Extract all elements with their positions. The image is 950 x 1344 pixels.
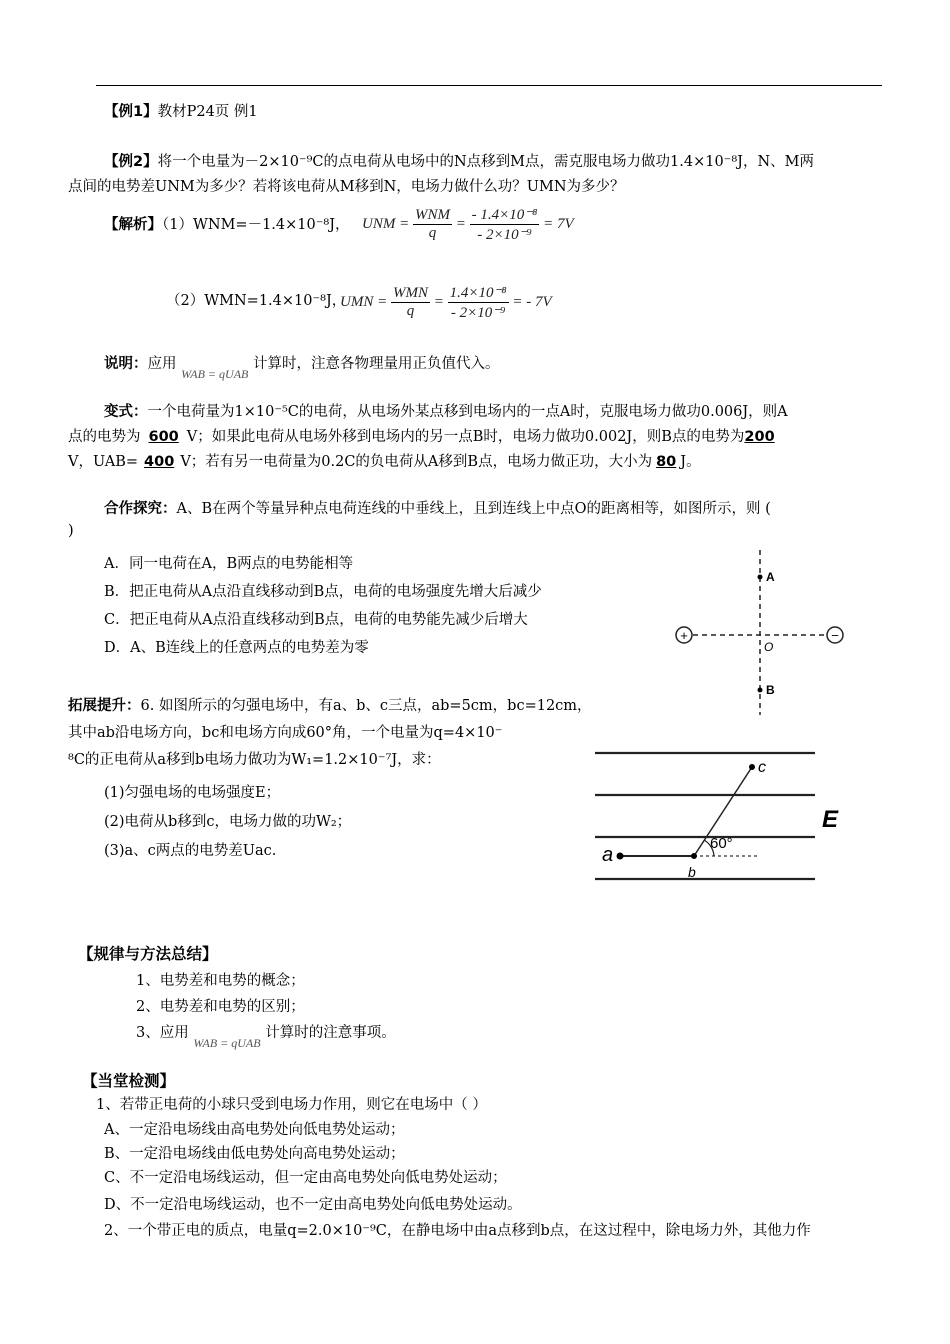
- label-a: A: [766, 570, 775, 584]
- unm-den2: - 2×10⁻⁹: [477, 227, 532, 243]
- minus-sign: −: [831, 628, 839, 643]
- umn-num1: WMN: [392, 285, 428, 301]
- example2-title: 【例2】: [104, 154, 158, 170]
- umn-lhs: UMN =: [340, 293, 388, 310]
- test-title: 【当堂检测】: [82, 1072, 176, 1090]
- summary-title: 【规律与方法总结】: [78, 945, 218, 963]
- extension-title: 拓展提升：: [68, 698, 141, 714]
- example2-line1: [104, 150, 814, 171]
- note-title: 说明：: [104, 356, 148, 372]
- option-b: B．把正电荷从A点沿直线移动到B点，电荷的电场强度先增大后减少: [104, 584, 542, 600]
- test-option-a: A、一定沿电场线由高电势处向低电势处运动；: [104, 1122, 405, 1138]
- note-formula: WAB = qUAB: [181, 367, 249, 381]
- variation-answer4: 80: [656, 454, 677, 470]
- umn-num2: 1.4×10⁻⁸: [449, 285, 507, 301]
- example2-line2: 点间的电势差UNM为多少？若将该电荷从M移到N，电场力做什么功？UMN为多少？: [68, 179, 625, 195]
- solution-part1: [104, 213, 350, 234]
- summary-item-2: 2、电势差和电势的区别；: [136, 999, 305, 1015]
- unm-den1: q: [428, 225, 437, 241]
- variation-title: 变式：: [104, 404, 148, 420]
- unm-eq: =: [455, 215, 466, 232]
- unm-num1: WNM: [414, 207, 450, 223]
- test-option-c: C、不一定沿电场线运动，但一定由高电势处向低电势处运动；: [104, 1170, 507, 1186]
- cooperate-stem: [104, 497, 771, 518]
- unm-result: = 7V: [543, 215, 574, 232]
- extension-line3: ⁸C的正电荷从a移到b电场力做功为W₁=1.2×10⁻⁷J，求：: [68, 752, 441, 768]
- point-b: [758, 688, 763, 693]
- unm-frac1: [413, 207, 452, 242]
- label-a: a: [602, 844, 614, 866]
- note-pre: 应用: [147, 356, 177, 372]
- variation-answer3: 400: [144, 454, 175, 470]
- extension-q3: (3)a、c两点的电势差Uac.: [104, 843, 277, 859]
- point-c: [749, 764, 755, 770]
- unm-frac2: [470, 205, 540, 244]
- umn-frac1: [391, 285, 430, 320]
- umn-frac2: [448, 283, 509, 322]
- extension-q2: (2)电荷从b移到c，电场力做的功W₂；: [104, 814, 352, 830]
- test-q1: 1、若带正电荷的小球只受到电场力作用，则它在电场中（ ）: [96, 1097, 487, 1113]
- note-post: 计算时，注意各物理量用正负值代入。: [252, 356, 500, 372]
- unm-num2: - 1.4×10⁻⁸: [471, 207, 538, 223]
- angle-label: 60°: [710, 835, 733, 852]
- option-d: D．A、B连线上的任意两点的电势差为零: [104, 640, 369, 656]
- test-q2: 2、一个带正电的质点，电量q=2.0×10⁻⁹C，在静电场中由a点移到b点，在这过程中，除电场力外，其他力作: [104, 1223, 811, 1239]
- extension-line1: [68, 694, 592, 715]
- solution-part2: [166, 289, 346, 310]
- test-option-b: B、一定沿电场线由低电势处向高电势处运动；: [104, 1146, 405, 1162]
- summary-item-3-post: 计算时的注意事项。: [265, 1025, 396, 1041]
- label-o: O: [764, 640, 774, 654]
- variation-text2a: 点的电势为: [68, 429, 141, 445]
- summary-formula: WAB = qUAB: [193, 1036, 261, 1050]
- variation-text3c: J。: [680, 454, 701, 470]
- formula-umn: [340, 283, 552, 322]
- umn-result: = - 7V: [512, 293, 552, 310]
- variation-answer2: 200: [744, 429, 775, 445]
- variation-text2b: V；如果此电荷从电场外移到电场内的另一点B时，电场力做功0.002J，则B点的电势为: [186, 429, 745, 445]
- umn-den2: - 2×10⁻⁹: [450, 305, 506, 321]
- solution-title: 【解析】: [104, 217, 162, 233]
- note: [104, 352, 500, 381]
- label-c: c: [758, 759, 766, 776]
- cooperate-title: 合作探究：: [104, 501, 177, 517]
- variation-line1: [104, 400, 788, 421]
- unm-lhs: UNM =: [362, 215, 410, 232]
- variation-text3b: V；若有另一电荷量为0.2C的负电荷从A移到B点，电场力做正功，大小为: [180, 454, 653, 470]
- plus-sign: +: [680, 628, 688, 643]
- charge-diagram: [660, 545, 880, 720]
- extension-line2: 其中ab沿电场方向，bc和电场方向成60°角，一个电量为q=4×10⁻: [68, 725, 503, 741]
- summary-item-1: 1、电势差和电势的概念；: [136, 973, 305, 989]
- example1-title: 【例1】: [104, 104, 158, 120]
- point-b: [691, 853, 697, 859]
- variation-answer1: 600: [148, 429, 179, 445]
- summary-item-3: [136, 1021, 396, 1050]
- part2-label: （2）: [166, 293, 205, 309]
- extension-text1: 6. 如图所示的匀强电场中，有a、b、c三点，ab=5cm，bc=12cm，: [140, 698, 592, 714]
- label-b: b: [688, 864, 696, 880]
- part1-work: WNM=－1.4×10⁻⁸J，: [192, 217, 350, 233]
- umn-eq: =: [433, 293, 444, 310]
- example2-text1: 将一个电量为－2×10⁻⁹C的点电荷从电场中的N点移到M点，需克服电场力做功1.4×10⁻⁸J，N、M两: [157, 154, 814, 170]
- field-label-e: E: [822, 806, 839, 833]
- example1-text: 教材P24页 例1: [157, 104, 258, 120]
- header-rule: [96, 85, 882, 86]
- variation-text3a: V，UAB=: [68, 454, 139, 470]
- cooperate-text: A、B在两个等量异种点电荷连线的中垂线上，且到连线上中点O的距离相等，如图所示，则 (: [176, 501, 771, 517]
- cooperate-stem2: ): [68, 523, 74, 539]
- variation-line3: [68, 450, 701, 471]
- option-c: C．把正电荷从A点沿直线移动到B点，电荷的电势能先减少后增大: [104, 612, 528, 628]
- summary-item-3-pre: 3、应用: [136, 1025, 189, 1041]
- part1-label: （1）: [162, 217, 193, 233]
- formula-unm: [362, 205, 574, 244]
- variation-line2: [68, 425, 775, 446]
- field-diagram: [590, 745, 860, 895]
- label-b: B: [766, 683, 775, 697]
- umn-den1: q: [406, 303, 415, 319]
- point-a: [758, 575, 763, 580]
- test-option-d: D、不一定沿电场线运动，也不一定由高电势处向低电势处运动。: [104, 1197, 522, 1213]
- extension-q1: (1)匀强电场的电场强度E；: [104, 785, 281, 801]
- variation-text1: 一个电荷量为1×10⁻⁵C的电荷，从电场外某点移到电场内的一点A时，克服电场力做功0.006J，则A: [147, 404, 788, 420]
- part2-work: WMN=1.4×10⁻⁸J，: [204, 293, 347, 309]
- point-a: [617, 853, 624, 860]
- option-a: A．同一电荷在A，B两点的电势能相等: [104, 556, 354, 572]
- example1: [104, 100, 258, 121]
